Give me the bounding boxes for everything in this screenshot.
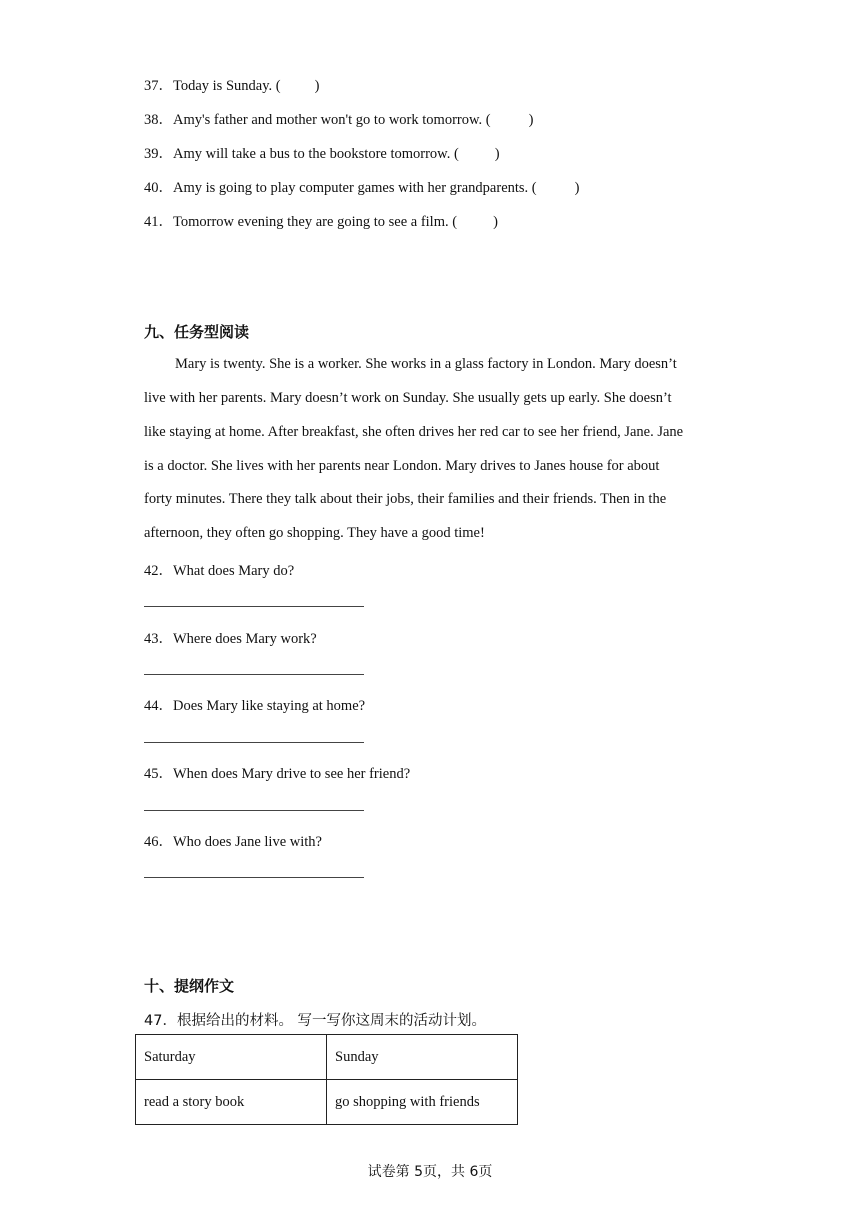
answer-line-45[interactable] <box>144 810 364 811</box>
answer-line-44[interactable] <box>144 742 364 743</box>
answer-line-43[interactable] <box>144 674 364 675</box>
passage-line-4: is a doctor. She lives with her parents near London. Mary drives to Janes house for about <box>144 458 660 474</box>
passage-line-2: live with her parents. Mary doesn’t work on Sunday. She usually gets up early. She doesn’t <box>144 390 672 406</box>
table-cell: read a story book <box>136 1080 327 1125</box>
question-37: 37．Today is Sunday. ( ) <box>144 78 320 94</box>
page-footer: 试卷第 5页，共 6页 <box>367 1164 493 1180</box>
question-40: 40．Amy is going to play computer games with her grandparents. ( ) <box>144 180 580 196</box>
question-43: 43．Where does Mary work? <box>144 631 317 647</box>
passage-line-1: Mary is twenty. She is a worker. She works in a glass factory in London. Mary doesn’t <box>175 356 677 372</box>
table-cell: go shopping with friends <box>327 1080 518 1125</box>
question-45: 45．When does Mary drive to see her friend? <box>144 766 411 782</box>
passage-line-3: like staying at home. After breakfast, she often drives her red car to see her friend, Jane. Jane <box>144 424 684 440</box>
table-header-cell: Saturday <box>136 1035 327 1080</box>
section-9-title: 九、任务型阅读 <box>144 323 250 341</box>
question-42: 42．What does Mary do? <box>144 563 295 579</box>
question-38: 38．Amy's father and mother won't go to work tomorrow. ( ) <box>144 112 534 128</box>
table-header-cell: Sunday <box>327 1035 518 1080</box>
table-row <box>136 1080 518 1125</box>
answer-line-42[interactable] <box>144 606 364 607</box>
activity-table <box>135 1034 518 1125</box>
passage-line-5: forty minutes. There they talk about their jobs, their families and their friends. Then in the <box>144 491 667 507</box>
passage-line-6: afternoon, they often go shopping. They have a good time! <box>144 525 485 541</box>
question-41: 41．Tomorrow evening they are going to see a film. ( ) <box>144 214 498 230</box>
question-39: 39．Amy will take a bus to the bookstore tomorrow. ( ) <box>144 146 500 162</box>
table-header-row <box>136 1035 518 1080</box>
question-46: 46．Who does Jane live with? <box>144 834 322 850</box>
section-10-title: 十、提纲作文 <box>144 977 235 995</box>
question-44: 44．Does Mary like staying at home? <box>144 698 366 714</box>
answer-line-46[interactable] <box>144 877 364 878</box>
writing-task: 47．根据给出的材料。 写一写你这周末的活动计划。 <box>144 1013 487 1029</box>
